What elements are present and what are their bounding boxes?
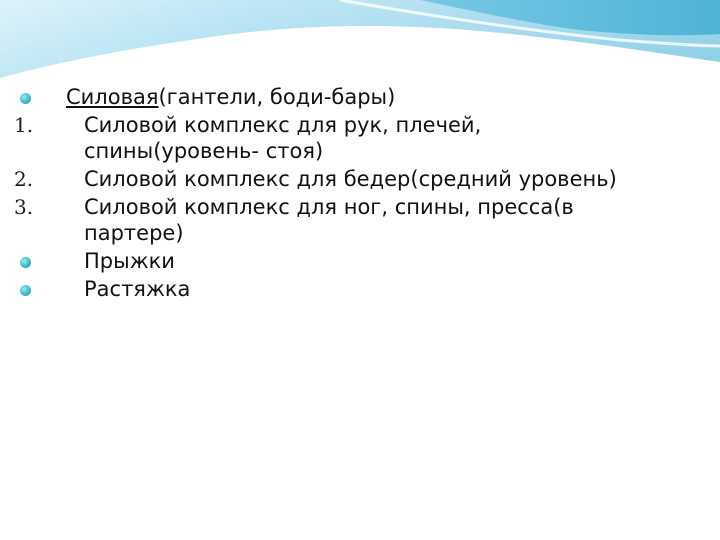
bullet-item <box>14 248 694 274</box>
bullet-item-text: Прыжки <box>84 249 175 273</box>
slide-content <box>14 84 694 302</box>
bullet-icon <box>20 93 31 104</box>
bullet-item <box>14 276 694 302</box>
heading-rest: (гантели, боди-бары) <box>158 85 396 109</box>
list-item <box>14 194 694 246</box>
heading-row <box>14 84 694 110</box>
list-item-line: Силовой комплекс для бедер(средний уровень) <box>84 167 617 191</box>
heading-link[interactable]: Силовая <box>66 85 159 109</box>
list-item <box>14 166 694 192</box>
bullet-item-text: Растяжка <box>84 277 191 301</box>
bullet-icon <box>20 285 31 296</box>
list-item-line: Силовой комплекс для рук, плечей, <box>84 113 482 137</box>
list-item <box>14 112 694 164</box>
list-number: 2. <box>14 167 34 191</box>
list-number: 3. <box>14 195 34 219</box>
header-wave-decoration <box>0 0 720 90</box>
list-item-line: Силовой комплекс для ног, спины, пресса(в <box>84 195 574 219</box>
list-item-line: спины(уровень- стоя) <box>84 139 324 163</box>
list-number: 1. <box>14 113 34 137</box>
bullet-icon <box>20 257 31 268</box>
list-item-line: партере) <box>84 221 184 245</box>
